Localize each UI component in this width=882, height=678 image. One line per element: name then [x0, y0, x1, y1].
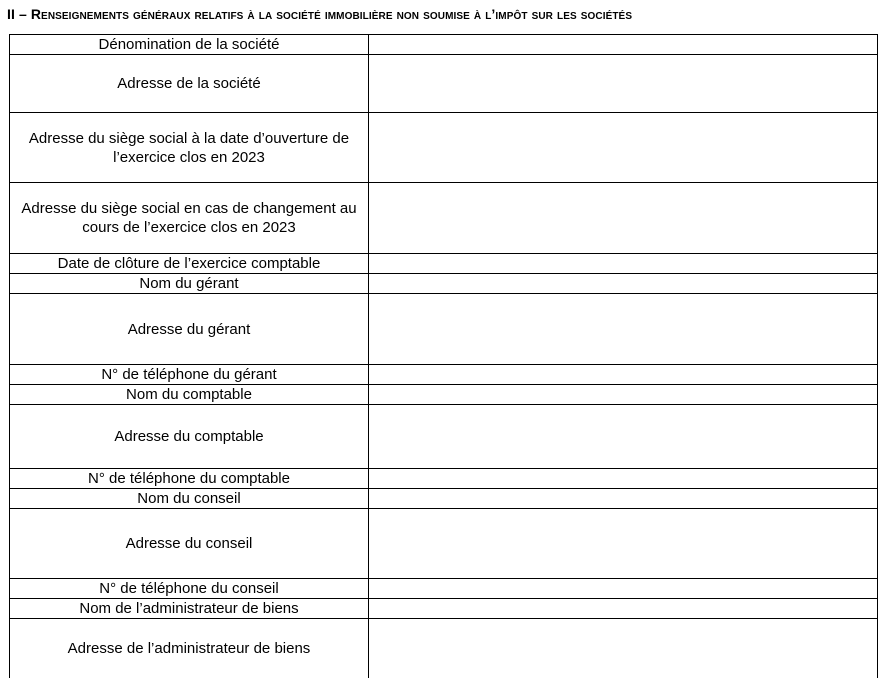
closing-date-field[interactable] — [369, 254, 878, 274]
table-row — [10, 274, 878, 294]
table-row — [10, 113, 878, 183]
table-row — [10, 405, 878, 469]
property-manager-address-input[interactable] — [369, 640, 877, 656]
table-row — [10, 599, 878, 619]
property-manager-address-field[interactable] — [369, 619, 878, 678]
closing-date-input[interactable] — [369, 256, 877, 272]
row-label: Adresse du siège social en cas de changement au cours de l’exercice clos en 2023 — [10, 183, 369, 254]
row-label: Adresse de l’administrateur de biens — [10, 619, 369, 678]
row-label: N° de téléphone du gérant — [10, 365, 369, 385]
row-label: Nom du conseil — [10, 489, 369, 509]
advisor-name-field[interactable] — [369, 489, 878, 509]
advisor-phone-input[interactable] — [369, 581, 877, 597]
table-row — [10, 385, 878, 405]
row-label: Adresse du conseil — [10, 509, 369, 579]
company-name-field[interactable] — [369, 35, 878, 55]
head-office-opening-address-input[interactable] — [369, 140, 877, 156]
table-row — [10, 254, 878, 274]
table-row — [10, 509, 878, 579]
accountant-phone-field[interactable] — [369, 469, 878, 489]
row-label: Date de clôture de l’exercice comptable — [10, 254, 369, 274]
property-manager-name-field[interactable] — [369, 599, 878, 619]
table-row — [10, 55, 878, 113]
company-address-input[interactable] — [369, 76, 877, 92]
section-title: II – Renseignements généraux relatifs à la société immobilière non soumise à l’impôt sur les sociétés — [7, 6, 633, 22]
accountant-address-field[interactable] — [369, 405, 878, 469]
head-office-opening-address-field[interactable] — [369, 113, 878, 183]
row-label: N° de téléphone du comptable — [10, 469, 369, 489]
advisor-address-field[interactable] — [369, 509, 878, 579]
company-info-table — [9, 34, 878, 678]
advisor-phone-field[interactable] — [369, 579, 878, 599]
advisor-address-input[interactable] — [369, 536, 877, 552]
accountant-phone-input[interactable] — [369, 471, 877, 487]
row-label: Adresse du comptable — [10, 405, 369, 469]
table-row — [10, 469, 878, 489]
manager-phone-field[interactable] — [369, 365, 878, 385]
manager-phone-input[interactable] — [369, 367, 877, 383]
table-row — [10, 35, 878, 55]
row-label: Adresse du siège social à la date d’ouverture de l’exercice clos en 2023 — [10, 113, 369, 183]
manager-address-field[interactable] — [369, 294, 878, 365]
row-label: N° de téléphone du conseil — [10, 579, 369, 599]
row-label: Adresse de la société — [10, 55, 369, 113]
row-label: Nom du gérant — [10, 274, 369, 294]
manager-address-input[interactable] — [369, 321, 877, 337]
row-label: Adresse du gérant — [10, 294, 369, 365]
accountant-name-field[interactable] — [369, 385, 878, 405]
accountant-name-input[interactable] — [369, 387, 877, 403]
table-row — [10, 579, 878, 599]
property-manager-name-input[interactable] — [369, 601, 877, 617]
manager-name-field[interactable] — [369, 274, 878, 294]
row-label: Nom de l’administrateur de biens — [10, 599, 369, 619]
table-row — [10, 183, 878, 254]
company-address-field[interactable] — [369, 55, 878, 113]
row-label: Dénomination de la société — [10, 35, 369, 55]
advisor-name-input[interactable] — [369, 491, 877, 507]
company-name-input[interactable] — [369, 37, 877, 53]
head-office-change-address-input[interactable] — [369, 210, 877, 226]
accountant-address-input[interactable] — [369, 429, 877, 445]
table-row — [10, 365, 878, 385]
table-row — [10, 294, 878, 365]
table-row — [10, 489, 878, 509]
row-label: Nom du comptable — [10, 385, 369, 405]
manager-name-input[interactable] — [369, 276, 877, 292]
head-office-change-address-field[interactable] — [369, 183, 878, 254]
table-row — [10, 619, 878, 678]
